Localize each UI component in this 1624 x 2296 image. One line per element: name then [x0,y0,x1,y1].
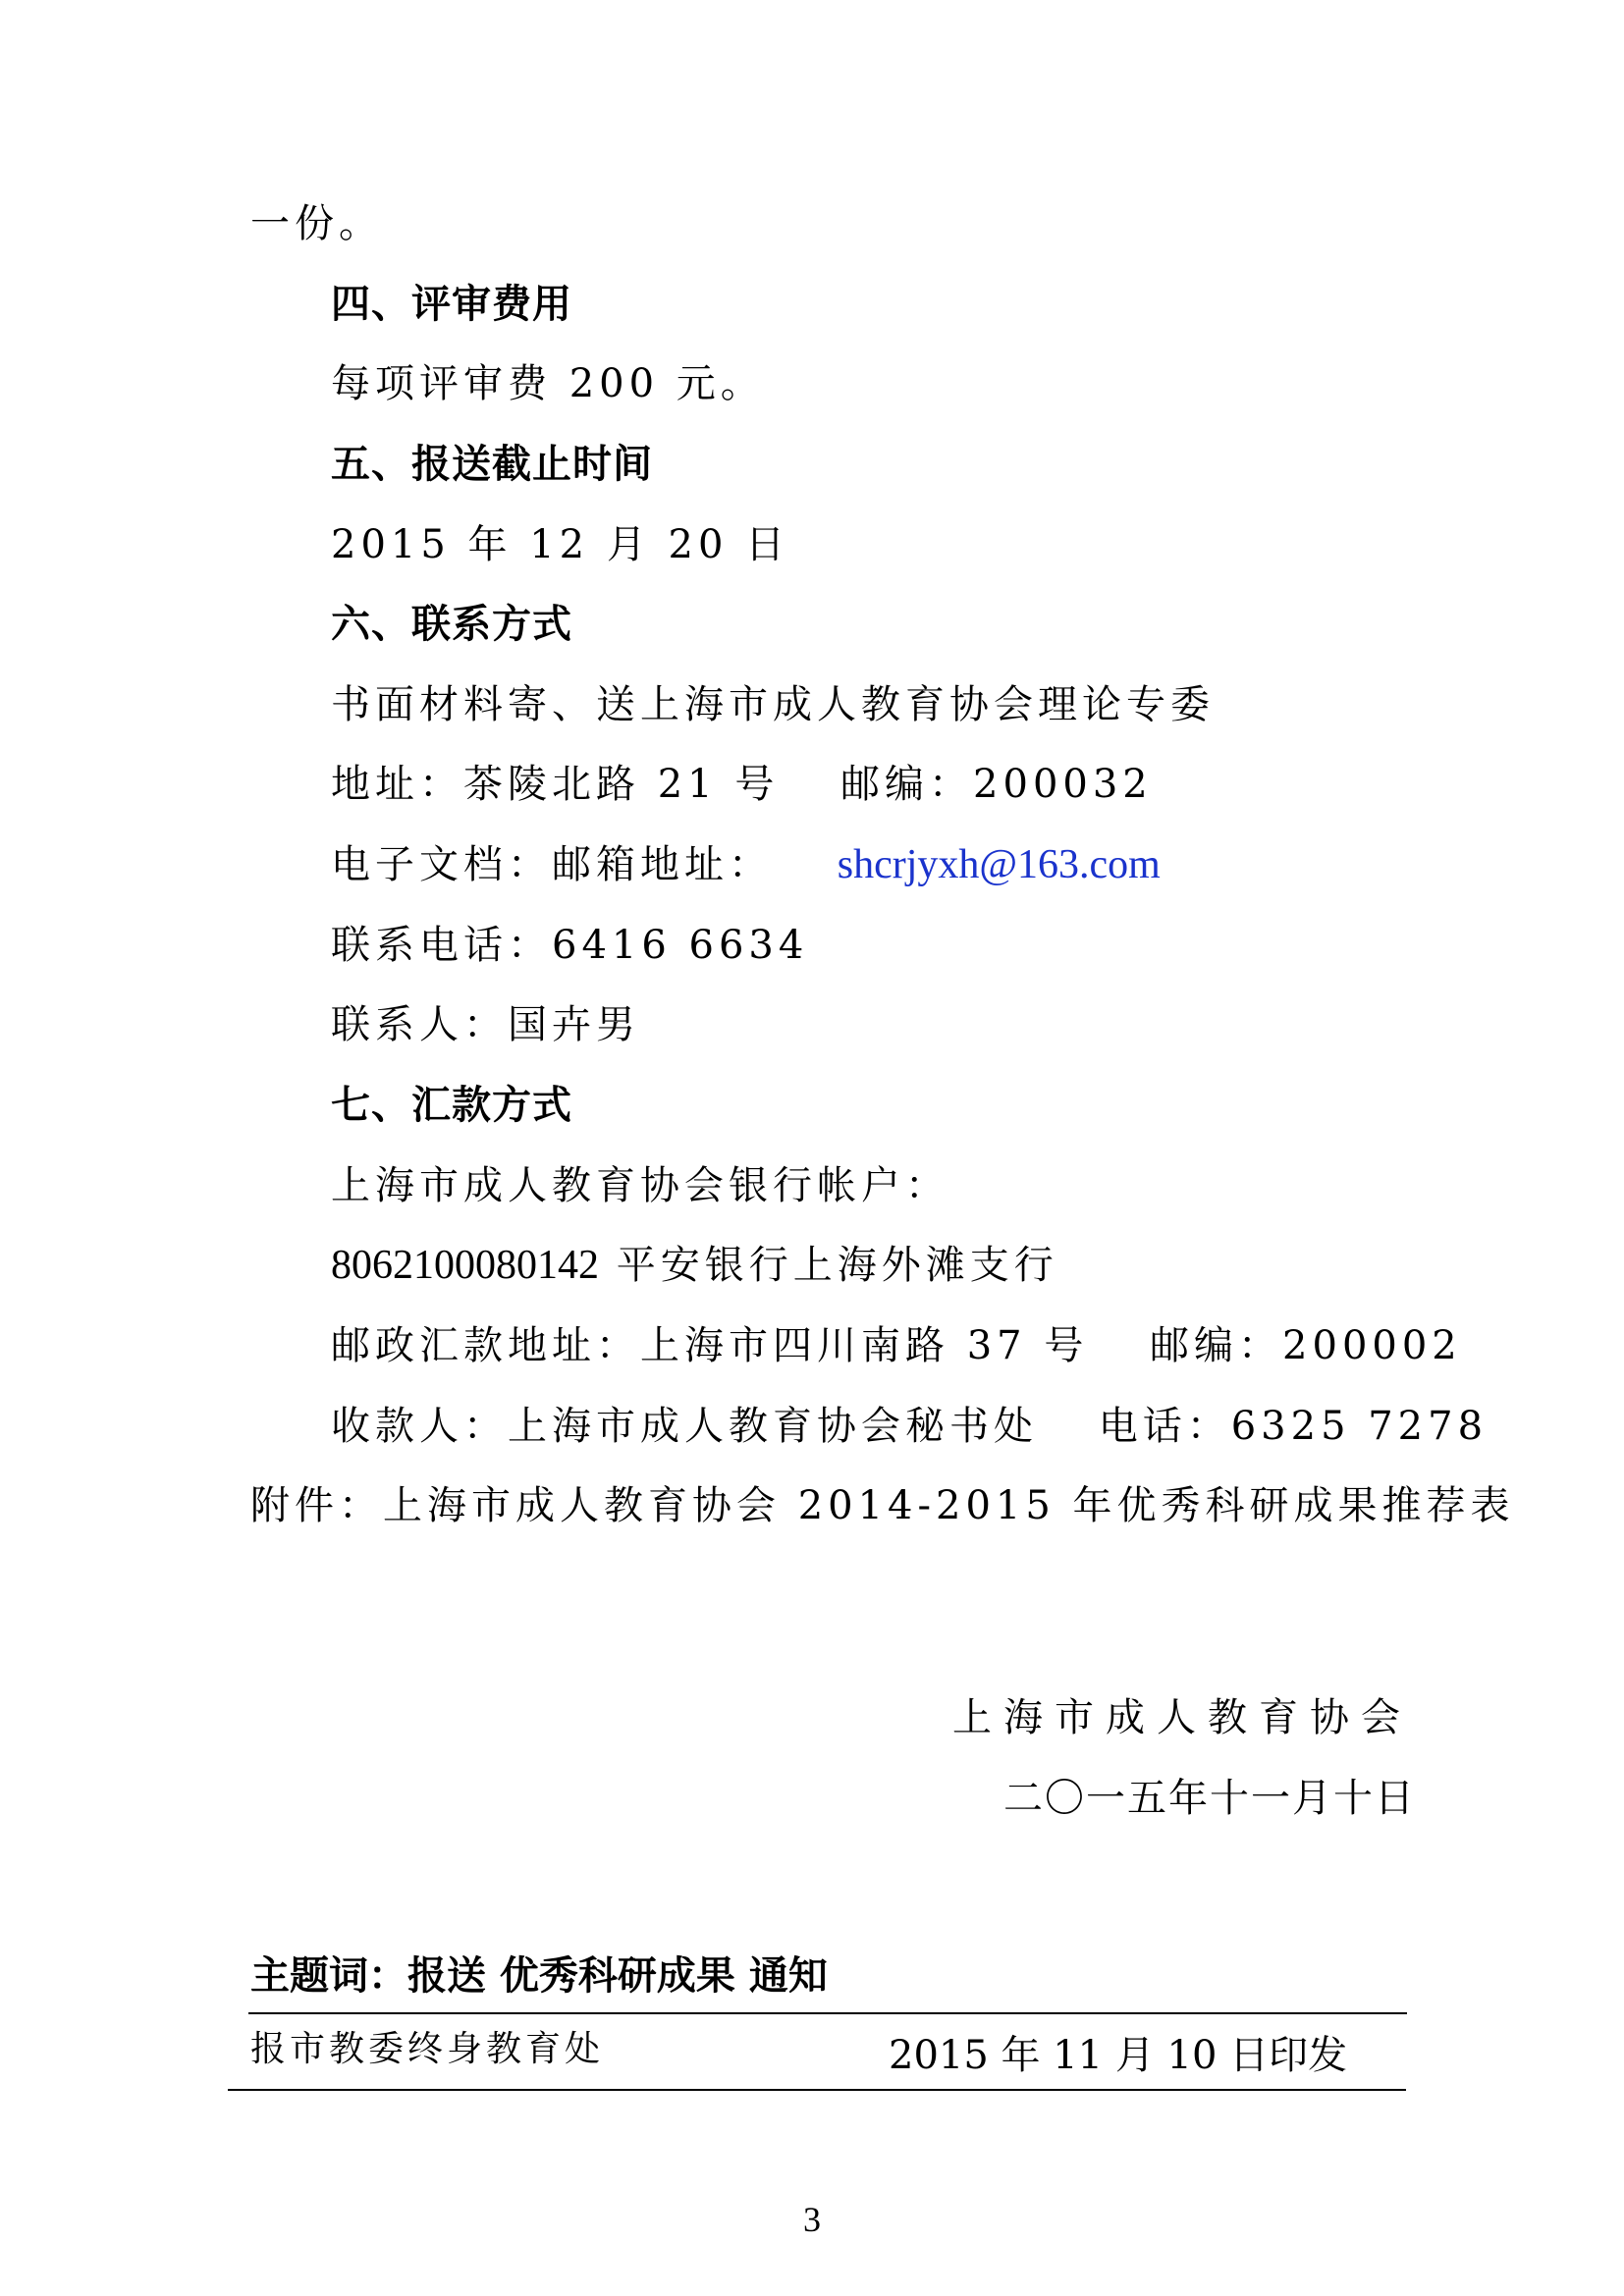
deadline-date: 2015 年 12 月 20 日 [331,522,790,567]
email-line [331,837,1161,892]
page-number: 3 [803,2200,821,2239]
signature-organization: 上海市成人教育协会 [952,1695,1412,1740]
cc-recipient: 报市教委终身教育处 [250,2029,605,2069]
signature-date: 二〇一五年十一月十日 [1003,1776,1416,1821]
bank-name: 平安银行上海外滩支行 [616,1243,1058,1288]
section-heading-review-fee: 四、评审费用 [331,282,572,327]
subject-keywords: 主题词：报送 优秀科研成果 通知 [250,1953,828,1999]
section-heading-payment: 七、汇款方式 [331,1083,572,1128]
bank-account-line [331,1238,1058,1293]
body-line: 上海市成人教育协会银行帐户： [331,1163,949,1208]
bank-account-number: 8062100080142 [331,1243,599,1288]
section-heading-contact: 六、联系方式 [331,602,572,647]
attachment-line: 附件：上海市成人教育协会 2014-2015 年优秀科研成果推荐表 [250,1483,1515,1528]
address-line: 地址：茶陵北路 21 号 邮编：200032 [331,762,1153,807]
section-heading-deadline: 五、报送截止时间 [331,442,653,487]
divider-top [248,2012,1407,2014]
payee: 收款人：上海市成人教育协会秘书处 [331,1404,1038,1449]
email-link[interactable]: shcrjyxh@163.com [837,842,1161,887]
body-line: 每项评审费 200 元。 [331,361,765,406]
payee-phone: 电话：6325 7278 [1098,1404,1489,1449]
payee-line [331,1399,1488,1454]
contact-person-line: 联系人：国卉男 [331,1002,640,1047]
email-label: 电子文档：邮箱地址： [331,842,773,887]
print-date: 2015 年 11 月 10 日印发 [889,2033,1348,2078]
body-line: 书面材料寄、送上海市成人教育协会理论专委 [331,682,1215,727]
divider-bottom [228,2089,1406,2091]
postal-address-line: 邮政汇款地址：上海市四川南路 37 号 邮编：200002 [331,1323,1462,1368]
phone-line: 联系电话：6416 6634 [331,923,809,968]
body-line: 一份。 [250,201,383,246]
